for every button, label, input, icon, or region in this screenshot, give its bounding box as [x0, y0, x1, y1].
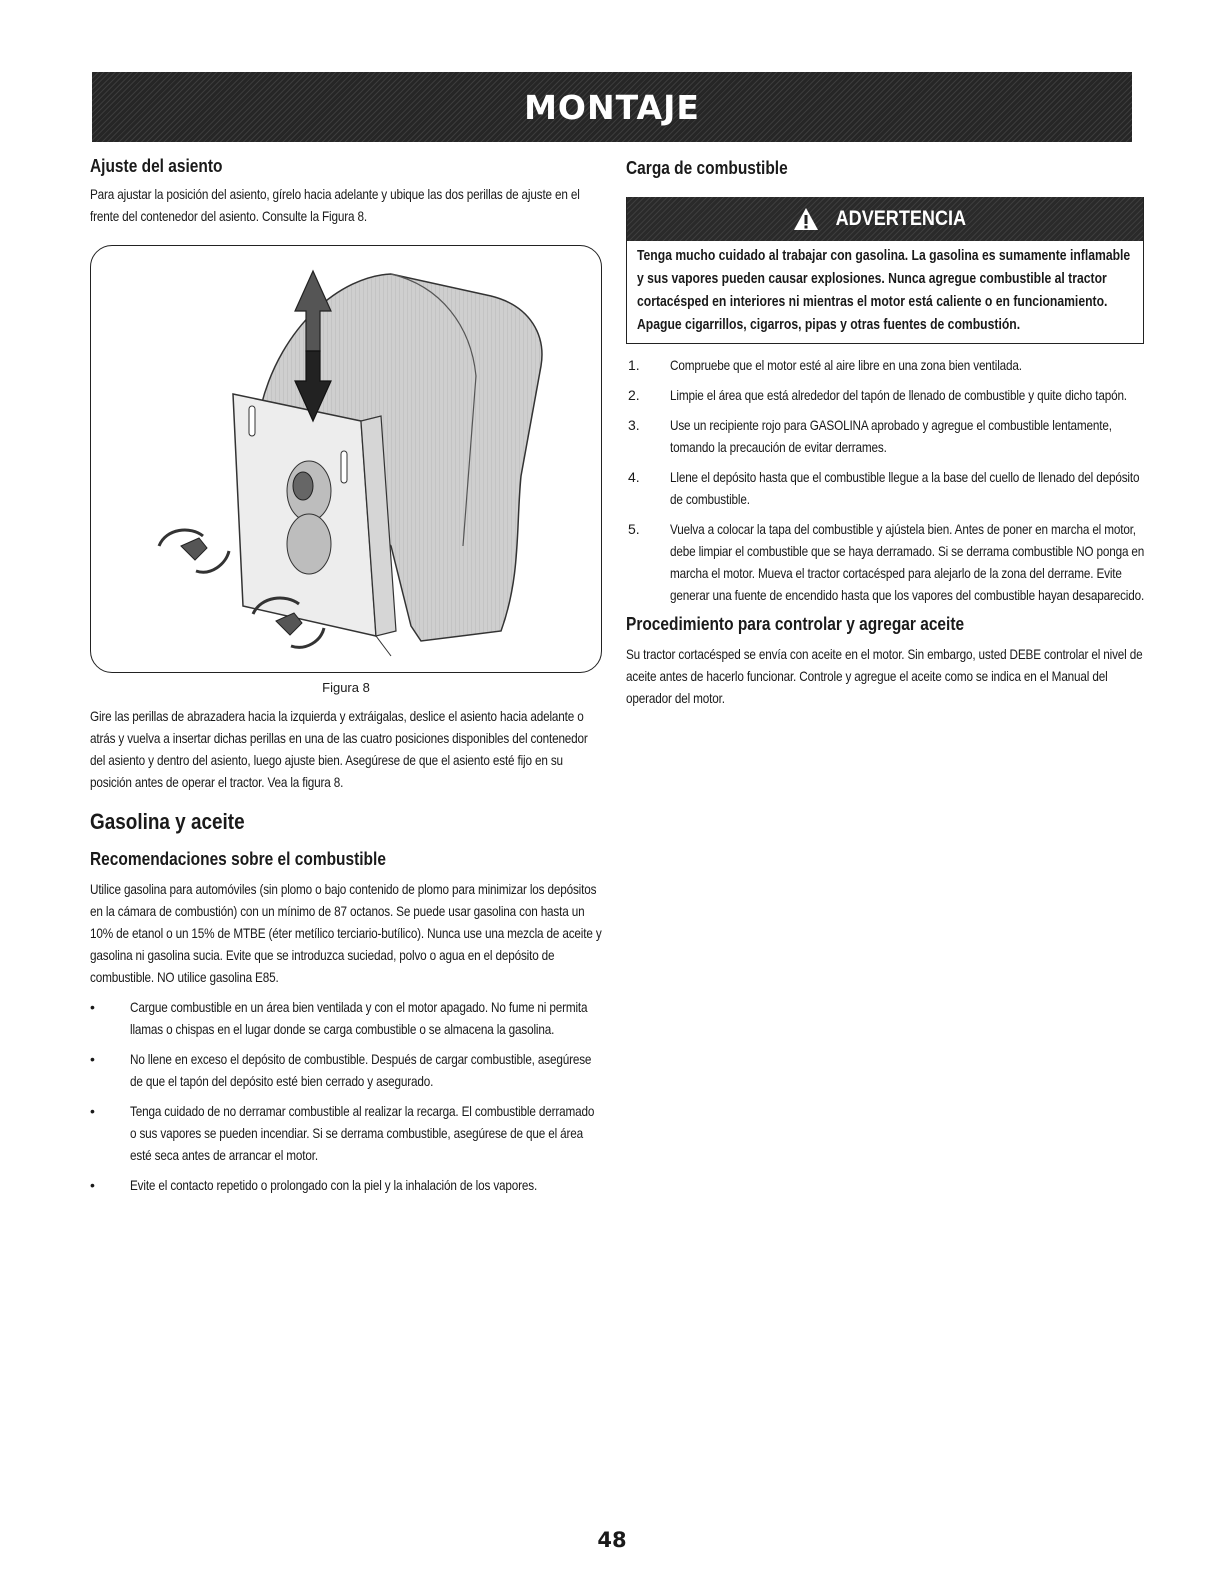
warning-header: [627, 197, 1143, 241]
right-column: [626, 150, 1146, 709]
figure-caption: Figura 8: [322, 680, 370, 695]
warning-text: Tenga mucho cuidado al trabajar con gasolina. La gasolina es sumamente inflamable y sus vapores pueden causar explosiones. Nunca agregue combustible al tractor cortacésped en interiores ni mientras el motor está caliente o en funcionamiento. Apague cigarrillos, cigarros, pipas y otras fuentes de combustión.: [637, 248, 1131, 333]
gasoline-oil-heading: Gasolina y aceite: [90, 809, 245, 834]
fuel-recommendations-heading: Recomendaciones sobre el combustible: [90, 849, 386, 869]
warning-triangle-icon: [793, 207, 819, 231]
fuel-safety-list: [90, 996, 602, 1196]
seat-adjust-body: Gire las perillas de abrazadera hacia la izquierda y extráigalas, deslice el asiento hacia adelante o atrás y vuelva a insertar dichas perillas en una de las cuatro posiciones disponibles del contenedor del asiento y dentro del asiento, luego ajuste bien. Asegúrese de que el asiento esté fijo en su posición antes de operar el tractor. Vea la figura 8.: [90, 708, 588, 790]
page-number: 48: [597, 1528, 627, 1552]
list-item: • Cargue combustible en un área bien ventilada y con el motor apagado. No fume ni permita llamas o chispas en el lugar donde se carga combustible o se almacena la gasolina.: [90, 999, 588, 1037]
list-item: 4. Llene el depósito hasta que el combustible llegue a la base del cuello de llenado del depósito de combustible.: [628, 469, 1140, 507]
seat-adjust-knob-upper: [159, 530, 229, 572]
list-item: • No llene en exceso el depósito de combustible. Después de cargar combustible, asegúrese de que el tapón del depósito esté bien cerrado y asegurado.: [90, 1051, 592, 1089]
fueling-steps: [626, 354, 1146, 606]
left-column: [90, 150, 602, 1204]
list-item: • Tenga cuidado de no derramar combustible al realizar la recarga. El combustible derramado o sus vapores se pueden incendiar. Si se derrama combustible, asegúrese de que el área esté seca antes de arrancar el motor.: [90, 1103, 595, 1163]
seat-adjust-heading: Ajuste del asiento: [90, 156, 223, 176]
banner-title: MONTAJE: [524, 87, 700, 127]
list-item: 1. Compruebe que el motor esté al aire libre en una zona bien ventilada.: [628, 357, 1022, 373]
section-banner: [92, 72, 1132, 142]
list-item: 3. Use un recipiente rojo para GASOLINA aprobado y agregue el combustible lentamente, tomando la precaución de evitar derrames.: [628, 417, 1112, 455]
oil-procedure-body: Su tractor cortacésped se envía con aceite en el motor. Sin embargo, usted DEBE controlar el nivel de aceite antes de hacerlo funcionar. Controle y agregue el aceite como se indica en el Manual del operador del motor.: [626, 646, 1143, 706]
fueling-heading: Carga de combustible: [626, 158, 788, 178]
figure-8-frame: [90, 245, 602, 673]
warning-label: ADVERTENCIA: [835, 207, 967, 230]
list-item: 2. Limpie el área que está alrededor del tapón de llenado de combustible y quite dicho tapón.: [628, 387, 1127, 403]
fuel-recommendations-body: Utilice gasolina para automóviles (sin plomo o bajo contenido de plomo para minimizar los depósitos en la cámara de combustión) con un mínimo de 87 octanos. Se puede usar gasolina con hasta un 10% de etanol o un 15% de MTBE (éter metílico terciario-butílico). Nunca use una mezcla de aceite y gasolina ni gasolina sucia. Evite que se introduzca suciedad, polvo o agua en el depósito de combustible. NO utilice gasolina E85.: [90, 881, 602, 985]
warning-box: [626, 197, 1144, 344]
oil-procedure-heading: Procedimiento para controlar y agregar aceite: [626, 614, 965, 634]
list-item: 5. Vuelva a colocar la tapa del combustible y ajústela bien. Antes de poner en marcha el motor, debe limpiar el combustible que se haya derramado. Si se derrama combustible NO ponga en marcha el motor. Mueva el tractor cortacésped para alejarlo de la zona del derrame. Evite generar una fuente de encendido hasta que los vapores del combustible hayan desaparecido.: [628, 521, 1145, 603]
list-item: • Evite el contacto repetido o prolongado con la piel y la inhalación de los vapores.: [90, 1177, 538, 1193]
seat-adjust-intro: Para ajustar la posición del asiento, gírelo hacia adelante y ubique las dos perillas de ajuste en el frente del contenedor del asiento. Consulte la Figura 8.: [90, 186, 580, 224]
seat-adjustment-illustration: [91, 246, 603, 674]
